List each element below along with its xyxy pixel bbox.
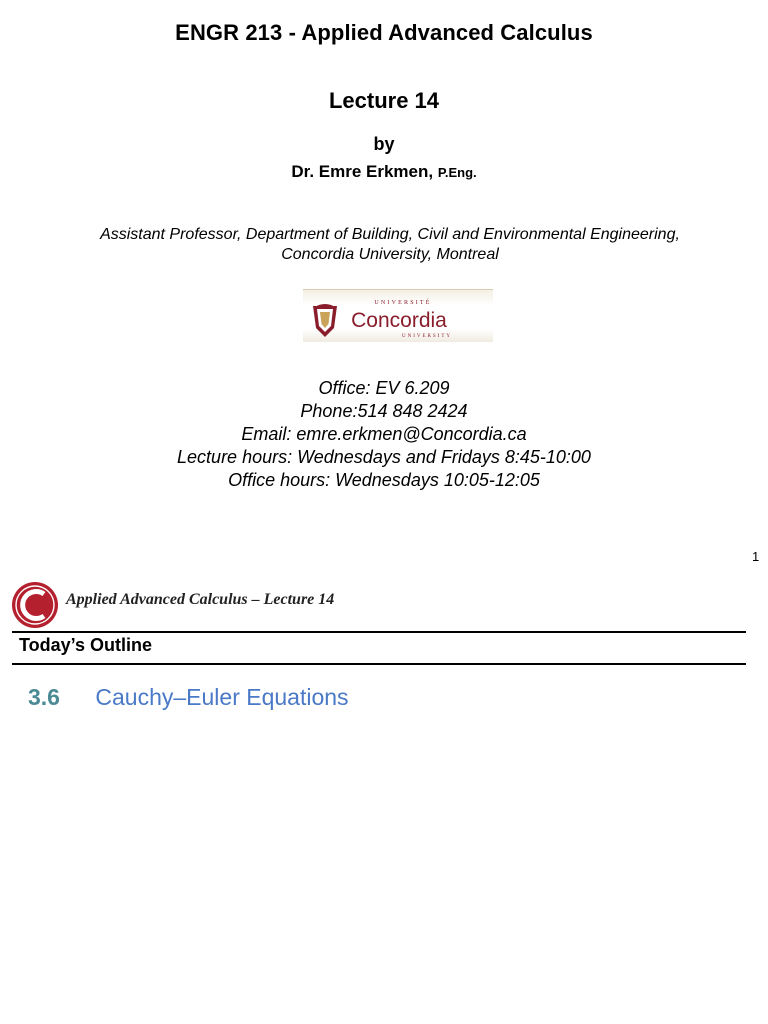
outline-slide bbox=[0, 572, 768, 1024]
concordia-shield-icon bbox=[303, 290, 493, 342]
page-number: 1 bbox=[752, 549, 760, 564]
logo-name-text: Concordia bbox=[351, 309, 447, 332]
affiliation-line-1: Assistant Professor, Department of Building, Civil and Environmental Engineering, bbox=[100, 226, 680, 243]
course-title: ENGR 213 - Applied Advanced Calculus bbox=[175, 20, 593, 45]
logo-top-text: UNIVERSITÉ bbox=[374, 300, 432, 306]
contact-info bbox=[0, 377, 768, 492]
affiliation-line-2: Concordia University, Montreal bbox=[281, 246, 499, 263]
slide-header-title: Applied Advanced Calculus – Lecture 14 bbox=[66, 591, 335, 608]
concordia-logo bbox=[303, 289, 493, 342]
email-line: Email: emre.erkmen@Concordia.ca bbox=[241, 424, 527, 444]
lecture-title: Lecture 14 bbox=[328, 88, 440, 113]
author bbox=[0, 162, 768, 182]
outline-item-number: 3.6 bbox=[28, 684, 60, 710]
author-credential: P.Eng. bbox=[437, 165, 477, 180]
lecture-hours-line: Lecture hours: Wednesdays and Fridays 8:45-10:00 bbox=[177, 447, 591, 467]
outline-item bbox=[28, 684, 349, 711]
office-line: Office: EV 6.209 bbox=[318, 378, 450, 398]
outline-item-label: Cauchy–Euler Equations bbox=[95, 684, 349, 710]
phone-line: Phone:514 848 2424 bbox=[300, 401, 468, 421]
header-rule-bottom bbox=[12, 663, 746, 665]
concordia-c-logo-icon bbox=[11, 581, 61, 634]
outline-heading: Today’s Outline bbox=[19, 635, 153, 655]
affiliation bbox=[40, 225, 740, 265]
header-rule-top bbox=[12, 631, 746, 633]
by-label: by bbox=[373, 134, 395, 154]
author-name: Dr. Emre Erkmen, bbox=[291, 162, 434, 181]
logo-bottom-text: UNIVERSITY bbox=[402, 334, 452, 339]
office-hours-line: Office hours: Wednesdays 10:05-12:05 bbox=[228, 470, 540, 490]
